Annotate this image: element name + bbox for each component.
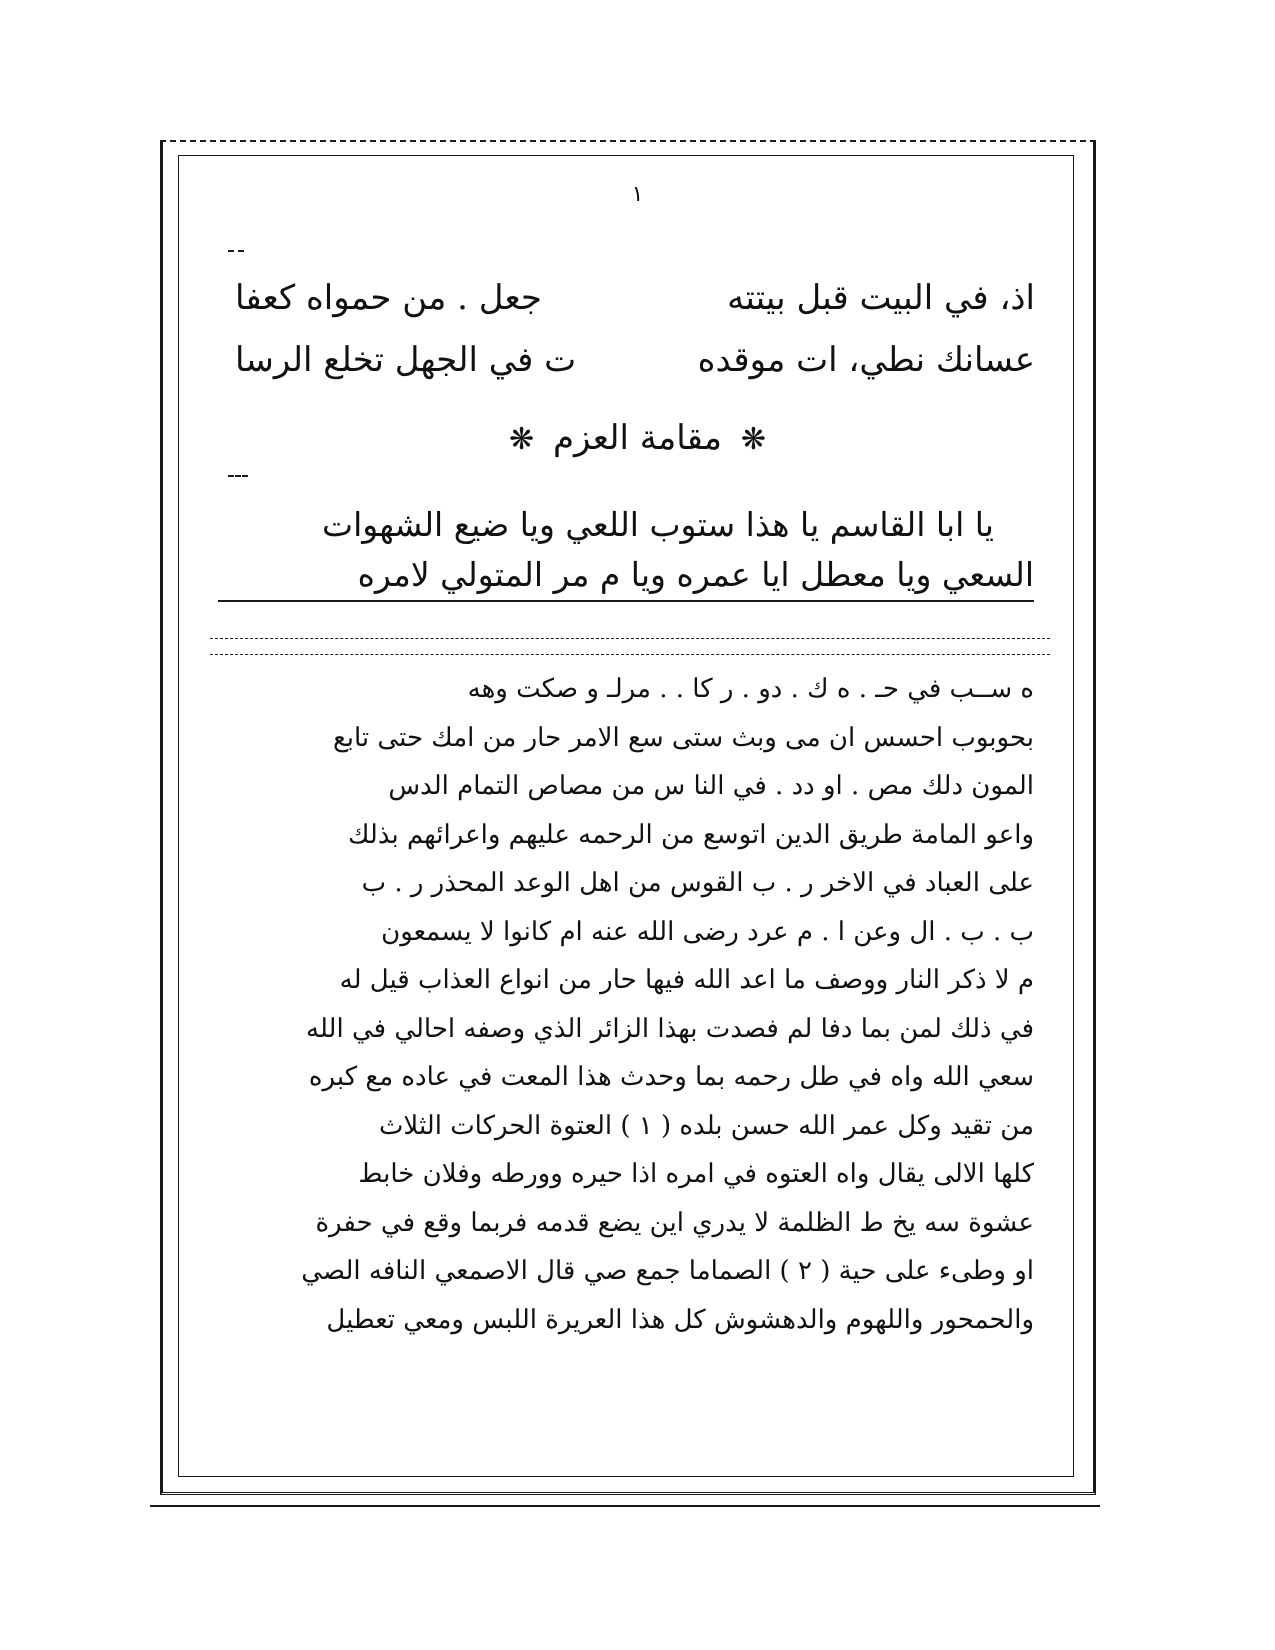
separator-rule: [210, 654, 1050, 655]
separator-rule: [210, 638, 1050, 639]
section-heading: [0, 418, 1275, 458]
footnote-line: كلها الالى يقال واه العتوه في امره اذا حيره وورطه وفلان خابط: [358, 1159, 1034, 1189]
ornament-icon: ❋: [740, 422, 766, 457]
main-text: [218, 500, 1034, 602]
verse-2-second-hemistich: ت في الجهل تخلع الرسا: [235, 340, 577, 380]
footnote-line: والحمحور واللهوم والدهشوش كل هذا العريرة اللبس ومعي تعطيل: [326, 1304, 1034, 1335]
main-text-line: السعي ويا معطل ايا عمره ويا م مر المتولي لامره: [218, 550, 1034, 602]
footnote-line: واعو المامة طريق الدين اتوسع من الرحمه عليهم واعرائهم بذلك: [348, 819, 1034, 850]
verse-1-second-hemistich: جعل . من حمواه كعفا: [235, 278, 542, 318]
footnote-line: عشوة سه يخ ط الظلمة لا يدري اين يضع قدمه فربما وقع في حفرة: [315, 1207, 1034, 1238]
footnotes: [210, 665, 1034, 1344]
verse-line-2: [235, 340, 1035, 384]
section-title: مقامة العزم: [552, 418, 723, 458]
footnote-line: م لا ذكر النار ووصف ما اعد الله فيها حار من انواع العذاب قيل له: [339, 965, 1034, 995]
dash-mark: [228, 475, 248, 477]
bottom-rule: [150, 1505, 1100, 1507]
page-number: ١: [631, 182, 644, 207]
footnote-line: من تقيد وكل عمر الله حسن بلده ( ١ ) العتوة الحركات الثلاث: [378, 1110, 1034, 1141]
footnote-line: ه ســب في حـ . ه ك . دو . ر كا . . مرلـ و صكت وهه: [467, 674, 1034, 704]
ornament-icon: ❋: [509, 422, 535, 457]
footnote-line: سعي الله واه في طل رحمه بما وحدث هذا المعت في عاده مع كبره: [308, 1062, 1034, 1092]
verse-line-1: [235, 278, 1035, 322]
footnote-line: او وطىء على حية ( ٢ ) الصماما جمع صي قال الاصمعي النافه الصي: [301, 1256, 1034, 1286]
footnote-line: بحوبوب احسس ان مى وبث ستى سع الامر حار من امك حتى تابع: [332, 722, 1034, 753]
footnote-line: على العباد في الاخر ر . ب القوس من اهل الوعد المحذر ر . ب: [361, 868, 1034, 898]
footnote-line: المون دلك مص . او دد . في النا س من مصاص التمام الدس: [388, 771, 1034, 801]
footnote-line: في ذلك لمن بما دفا لم فصدت بهذا الزائر الذي وصفه احالي في الله: [306, 1013, 1034, 1044]
footnote-line: ب . ب . ال وعن ا . م عرد رضى الله عنه ام كانوا لا يسمعون: [381, 916, 1034, 947]
dash-mark: [228, 250, 244, 252]
verse-1-first-hemistich: اذ، في البيت قبل بيتته: [727, 278, 1035, 318]
verse-2-first-hemistich: عسانك نطي، ات موقده: [697, 340, 1035, 380]
main-text-line: يا ابا القاسم يا هذا ستوب اللعي ويا ضيع الشهوات: [322, 505, 994, 544]
